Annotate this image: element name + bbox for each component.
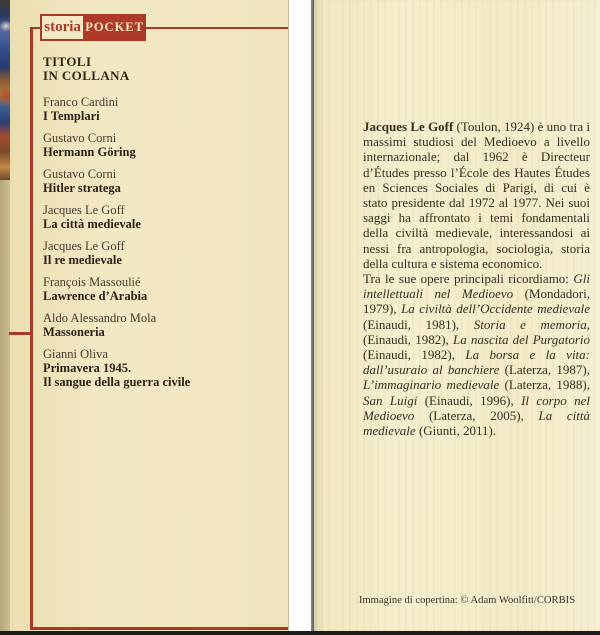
- series-logo-pocket: POCKET: [85, 16, 144, 39]
- collection-heading: [43, 55, 130, 83]
- bio-text-segment: (Laterza, 2005),: [414, 407, 539, 423]
- list-item: [43, 239, 278, 267]
- bio-text-segment: Storia e memoria,: [473, 316, 590, 332]
- bio-text-segment: (Toulon, 1924) è uno tra i massimi studiosi del Medioevo a livello internazionale; dal 1962 è Directeur d’Études presso l’École des Hautes Études en Sciences Sociales di Parigi, di cui è stato presidente dal 1972 al 1977. Nei suoi saggi ha affrontato i temi fondamentali della civiltà medievale, interessandosi ai nessi fra antropologia, sociologia, storia della cultura e sistema economico.: [363, 119, 590, 271]
- list-item: [43, 347, 278, 389]
- series-logo: [40, 14, 146, 41]
- red-frame-vertical-line: [30, 27, 33, 630]
- bio-text-segment: L’immaginario medievale: [363, 377, 500, 393]
- author-name: Gustavo Corni: [43, 131, 117, 145]
- list-item: [43, 275, 278, 303]
- list-item: [43, 167, 278, 195]
- titles-list: [43, 95, 278, 397]
- bio-text-segment: La borsa e la vita: dall’usuraio al banchiere: [363, 347, 590, 378]
- book-title: Hitler stratega: [43, 181, 121, 195]
- bio-paragraph-2: [363, 271, 590, 438]
- book-title: Il sangue della guerra civile: [43, 375, 191, 389]
- book-title: Hermann Göring: [43, 145, 136, 159]
- cover-credit-caption: Immagine di copertina: © Adam Woolfitt/CORBIS: [358, 595, 576, 606]
- bio-text-segment: Il corpo nel Medioevo: [363, 392, 590, 423]
- book-title: Massoneria: [43, 325, 105, 339]
- bio-text-segment: (Giunti, 2011).: [415, 423, 497, 439]
- book-title: Lawrence d’Arabia: [43, 289, 148, 303]
- bio-text-segment: (Einaudi, 1981),: [363, 316, 474, 332]
- book-title: Primavera 1945.: [43, 361, 132, 375]
- series-logo-storia: storia: [42, 16, 85, 39]
- author-name: Franco Cardini: [43, 95, 119, 109]
- author-bio: [363, 119, 590, 438]
- bio-text-segment: (Laterza, 1987),: [499, 362, 590, 378]
- bio-text-segment: (Mondadori, 1979),: [363, 286, 590, 317]
- bio-text-segment: La nascita del Purgatorio: [452, 331, 590, 347]
- author-name: Aldo Alessandro Mola: [43, 311, 157, 325]
- bio-paragraph-1: [363, 119, 590, 271]
- list-item: [43, 203, 278, 231]
- author-name: Gustavo Corni: [43, 167, 117, 181]
- bio-text-segment: Gli intellettuali nel Medioevo: [363, 271, 590, 302]
- author-name: François Massoulié: [43, 275, 141, 289]
- bio-text-segment: (Einaudi, 1982),: [363, 331, 453, 347]
- red-frame-bottom-line: [30, 627, 288, 630]
- red-frame-tick-line: [9, 332, 33, 335]
- bio-text-segment: (Einaudi, 1996),: [417, 392, 522, 408]
- book-title: La città medievale: [43, 217, 141, 231]
- list-item: [43, 131, 278, 159]
- right-flap-page: [314, 0, 600, 631]
- author-name: Gianni Oliva: [43, 347, 108, 361]
- book-title: Il re medievale: [43, 253, 122, 267]
- book-title: I Templari: [43, 109, 100, 123]
- bio-text-segment: (Einaudi, 1982),: [363, 347, 466, 363]
- list-item: [43, 95, 278, 123]
- list-item: [43, 311, 278, 339]
- bio-text-segment: San Luigi: [363, 392, 418, 408]
- photo-bottom-edge: [0, 631, 600, 635]
- bio-text-segment: (Laterza, 1988),: [499, 377, 590, 393]
- author-name: Jacques Le Goff: [43, 203, 125, 217]
- collection-heading-line2: IN COLLANA: [43, 68, 130, 83]
- bio-text-segment: La civiltà dell’Occidente medievale: [401, 301, 590, 317]
- bio-text-segment: Jacques Le Goff: [363, 119, 454, 134]
- author-name: Jacques Le Goff: [43, 239, 125, 253]
- bio-text-segment: Tra le sue opere principali ricordiamo:: [363, 271, 574, 287]
- bio-text-segment: La città medievale: [363, 407, 590, 439]
- collection-heading-line1: TITOLI: [43, 54, 92, 69]
